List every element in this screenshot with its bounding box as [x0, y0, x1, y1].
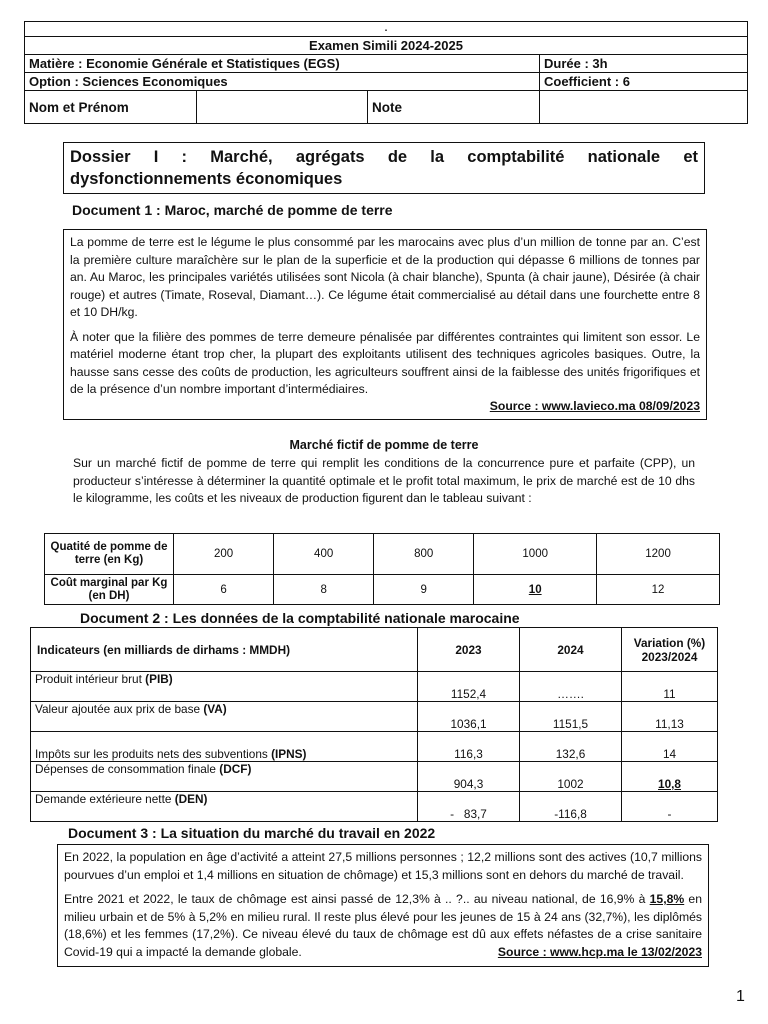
variation-value: -: [622, 792, 718, 822]
value-2024: …….: [520, 672, 622, 702]
quantity-cell: 400: [274, 534, 374, 575]
subject-cell: Matière : Economie Générale et Statistiques (EGS): [25, 55, 540, 73]
doc3-source: Source : www.hcp.ma le 13/02/2023: [497, 945, 702, 959]
variation-value: 10,8: [622, 762, 718, 792]
cost-cell: 8: [274, 575, 374, 605]
variation-value: 14: [622, 732, 718, 762]
year-2024-header: 2024: [520, 628, 622, 672]
indicator-cell: [31, 672, 418, 702]
table-row: [45, 575, 720, 605]
value-2023: 1152,4: [418, 672, 520, 702]
indicator-cell: [31, 702, 418, 732]
variation-header-line1: Variation (%): [633, 635, 706, 650]
coefficient-cell: Coefficient : 6: [540, 73, 748, 91]
cost-cell: 6: [174, 575, 274, 605]
value-2023: 116,3: [418, 732, 520, 762]
dossier-title-line1: Dossier I : Marché, agrégats de la comptabilité nationale et: [70, 148, 698, 166]
table-row: [31, 732, 718, 762]
cost-cell: 10: [474, 575, 597, 605]
indicator-label: Valeur ajoutée aux prix de base: [35, 702, 204, 716]
top-mark: .: [25, 22, 748, 37]
indicator-label: Dépenses de consommation finale: [35, 762, 220, 776]
indicator-cell: [31, 732, 418, 762]
grade-label: Note: [368, 91, 540, 124]
variation-value: 11,13: [622, 702, 718, 732]
dossier-title-line2: dysfonctionnements économiques: [70, 170, 343, 188]
doc3-title: Document 3 : La situation du marché du travail en 2022: [68, 825, 436, 841]
doc1-text-box: [63, 229, 707, 420]
doc3-paragraph-2-part1: Entre 2021 et 2022, le taux de chômage est ainsi passé de 12,3% à .. ?.. au niveau national, de 16,9% à: [64, 892, 650, 906]
variation-header: [622, 628, 718, 672]
doc1-title: Document 1 : Maroc, marché de pomme de terre: [72, 202, 393, 218]
indicator-abbr: (PIB): [145, 672, 173, 686]
doc3-paragraph-1: En 2022, la population en âge d’activité a atteint 27,5 millions personnes ; 12,2 millions sont des actives (10,7 millions pourvues d’un emploi et 1,4 millions en situation de chômage) et 15,3 millions sont en dehors du marché de travail.: [64, 850, 702, 882]
value-2024: 1151,5: [520, 702, 622, 732]
duration-cell: Durée : 3h: [540, 55, 748, 73]
quantity-cell: 800: [374, 534, 474, 575]
fictitious-market-title: Marché fictif de pomme de terre: [289, 438, 479, 452]
indicator-label: Impôts sur les produits nets des subventions: [35, 747, 272, 761]
quantity-cell: 200: [174, 534, 274, 575]
name-field[interactable]: [197, 91, 368, 124]
doc1-paragraph-2: À noter que la filière des pommes de terre demeure pénalisée par différentes contraintes qui limitent son essor. Le matériel moderne étant trop cher, la plupart des exploitants utilisent des techniques agricoles basiques. Outre, la hausse sans cesse des coûts de production, les agriculteurs souffrent ainsi de la faiblesse des unités frigorifiques et de la présence d’un nombre important d’intermédiaires.: [70, 329, 700, 396]
indicator-cell: [31, 762, 418, 792]
doc1-paragraph-1: La pomme de terre est le légume le plus consommé par les marocains avec plus d’un million de tonne par an. C’est la première culture maraîchère sur le plan de la superficie et de la production qui dépasse 6 millions de tonnes par an. Au Maroc, les principales variétés utilisées sont Nicola (à chair blanche), Spunta (à chair jaune), Désirée (à chair rouge) et autres (Timate, Roseval, Diamant…). Ce légume était commercialisé au détail dans une fourchette entre 8 et 10 DH/kg.: [70, 235, 700, 319]
variation-header-line2: 2023/2024: [641, 649, 698, 664]
option-cell: Option : Sciences Economiques: [25, 73, 540, 91]
national-accounts-table: [30, 627, 718, 822]
value-2023: 904,3: [418, 762, 520, 792]
quantity-cell: 1200: [597, 534, 720, 575]
exam-header-table: [24, 21, 748, 124]
indicator-abbr: (DCF): [219, 762, 252, 776]
quantity-cell: 1000: [474, 534, 597, 575]
dossier-title-box: [63, 142, 705, 194]
doc1-source: Source : www.lavieco.ma 08/09/2023: [489, 398, 700, 413]
page-number: 1: [736, 988, 745, 1005]
variation-value: 11: [622, 672, 718, 702]
indicator-cell: [31, 792, 418, 822]
indicator-abbr: (VA): [203, 702, 227, 716]
value-2024: -116,8: [520, 792, 622, 822]
cost-table: [44, 533, 720, 605]
table-row: [31, 672, 718, 702]
table-row: [45, 534, 720, 575]
indicator-abbr: (DEN): [174, 792, 208, 806]
indicator-abbr: (IPNS): [271, 747, 307, 761]
indicator-header: Indicateurs (en milliards de dirhams : MMDH): [31, 628, 418, 672]
grade-field[interactable]: [540, 91, 748, 124]
cost-cell: 12: [597, 575, 720, 605]
value-2024: 1002: [520, 762, 622, 792]
indicator-label: Produit intérieur brut: [35, 672, 146, 686]
cost-row-label: Coût marginal par Kg (en DH): [45, 575, 174, 605]
value-2024: 132,6: [520, 732, 622, 762]
doc2-title: Document 2 : Les données de la comptabilité nationale marocaine: [80, 610, 520, 626]
table-row: [31, 792, 718, 822]
doc3-paragraph-2-part2: en milieu urbain et de 5% à 5,2% en milieu rural. Il reste plus élevé pour les jeunes de 15 à 24 ans (32,7%), les diplômés (18,6%) et les femmes (17,2%). Ce niveau élevé du taux de chômage est dû aux effets néfastes de a crise sanitaire Covid-19 qui a impacté la demande globale.: [64, 892, 702, 959]
year-2023-header: 2023: [418, 628, 520, 672]
quantity-row-label: Quatité de pomme de terre (en Kg): [45, 534, 174, 575]
value-2023: 1036,1: [418, 702, 520, 732]
value-2023: - 83,7: [418, 792, 520, 822]
table-row: [31, 702, 718, 732]
indicator-label: Demande extérieure nette: [35, 792, 175, 806]
cost-cell: 9: [374, 575, 474, 605]
table-row: [31, 762, 718, 792]
doc3-text-box: [57, 844, 709, 967]
name-label: Nom et Prénom: [25, 91, 197, 124]
table-row: [31, 628, 718, 672]
urban-rate-highlight: 15,8%: [649, 892, 685, 906]
fictitious-market-text: Sur un marché fictif de pomme de terre qui remplit les conditions de la concurrence pure et parfaite (CPP), un producteur s’intéresse à déterminer la quantité optimale et le profit total maximum, le prix de marché est de 10 dhs le kilogramme, les coûts et les niveaux de production figurent dan le tableau suivant :: [73, 456, 695, 505]
exam-title: Examen Simili 2024-2025: [25, 37, 748, 55]
